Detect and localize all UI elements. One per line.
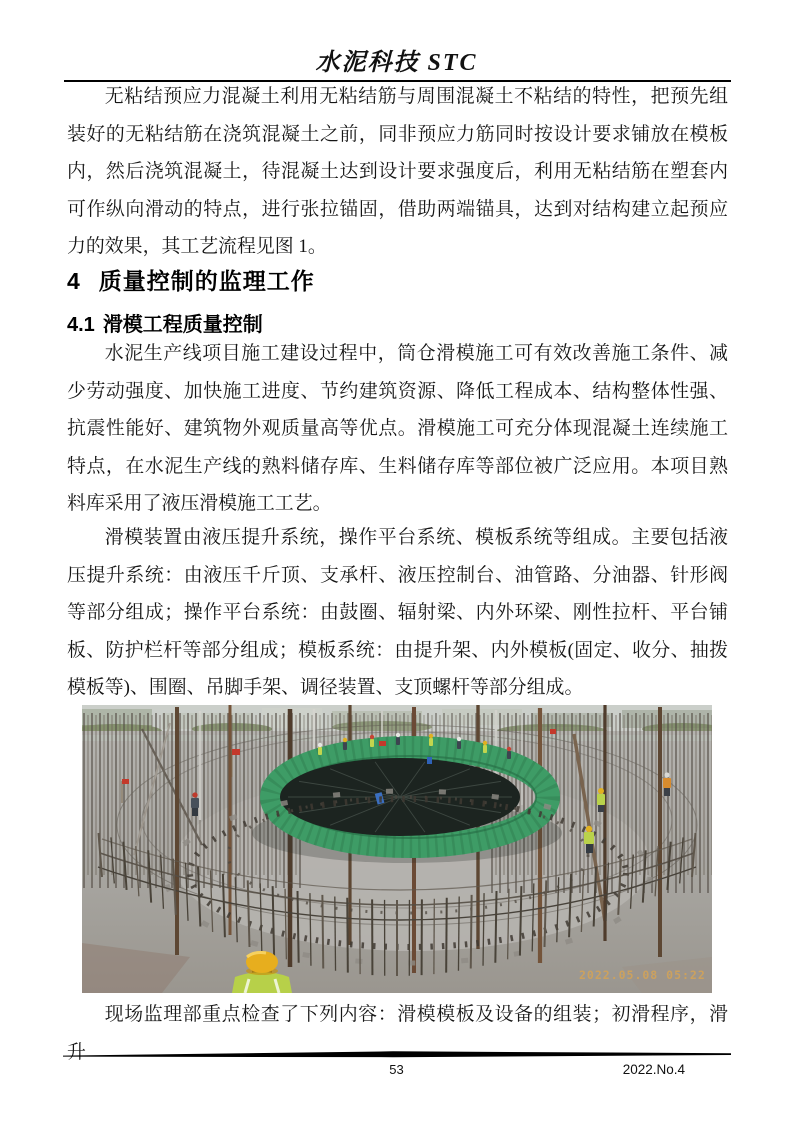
journal-title: 水泥科技 STC xyxy=(315,50,478,76)
paragraph-system: 滑模装置由液压提升系统，操作平台系统、模板系统等组成。主要包括液压提升系统：由液压千斤顶、支承杆、液压控制台、油管路、分油器、针形阀等部分组成；操作平台系统：由鼓圈、辐射梁、内外环梁、刚性拉杆、平台铺板、防护栏杆等部分组成；模板系统：由提升架、内外模板(固定、收分、抽拨模板等)、围圈、吊脚手架、调径装置、支顶螺杆等部分组成。 xyxy=(67,527,728,699)
construction-photo xyxy=(82,705,712,993)
section-title: 质量控制的监理工作 xyxy=(98,268,315,294)
photo-timestamp: 2022.05.08 05:22 xyxy=(579,968,706,982)
silo-pit xyxy=(280,758,520,836)
subsection-heading xyxy=(67,308,263,337)
paragraph-inspection: 现场监理部重点检查了下列内容：滑模模板及设备的组装；初滑程序，滑升 xyxy=(67,1004,728,1063)
paragraph-intro: 无粘结预应力混凝土利用无粘结筋与周围混凝土不粘结的特性，把预先组装好的无粘结筋在浇筑混凝土之前，同非预应力筋同时按设计要求铺放在模板内，然后浇筑混凝土，待混凝土达到设计要求强度后，利用无粘结筋在塑套内可作纵向滑动的特点，进行张拉锚固，借助两端锚具，达到对结构建立起预应力的效果，其工艺流程见图 1。 xyxy=(67,86,728,258)
subsection-title: 滑模工程质量控制 xyxy=(102,314,263,336)
paragraph-benefits: 水泥生产线项目施工建设过程中，筒仓滑模施工可有效改善施工条件、减少劳动强度、加快施工进度、节约建筑资源、降低工程成本、结构整体性强、抗震性能好、建筑物外观质量高等优点。滑模施工可充分体现混凝土连续施工特点，在水泥生产线的熟料储存库、生料储存库等部位被广泛应用。本项目熟料库采用了液压滑模施工工艺。 xyxy=(67,343,728,515)
footer-rule xyxy=(63,1051,731,1059)
issue-label: 2022.No.4 xyxy=(622,1062,685,1077)
subsection-number: 4.1 xyxy=(67,314,95,336)
section-heading xyxy=(67,263,315,296)
section-number: 4 xyxy=(67,268,81,294)
page-number: 53 xyxy=(389,1062,404,1077)
